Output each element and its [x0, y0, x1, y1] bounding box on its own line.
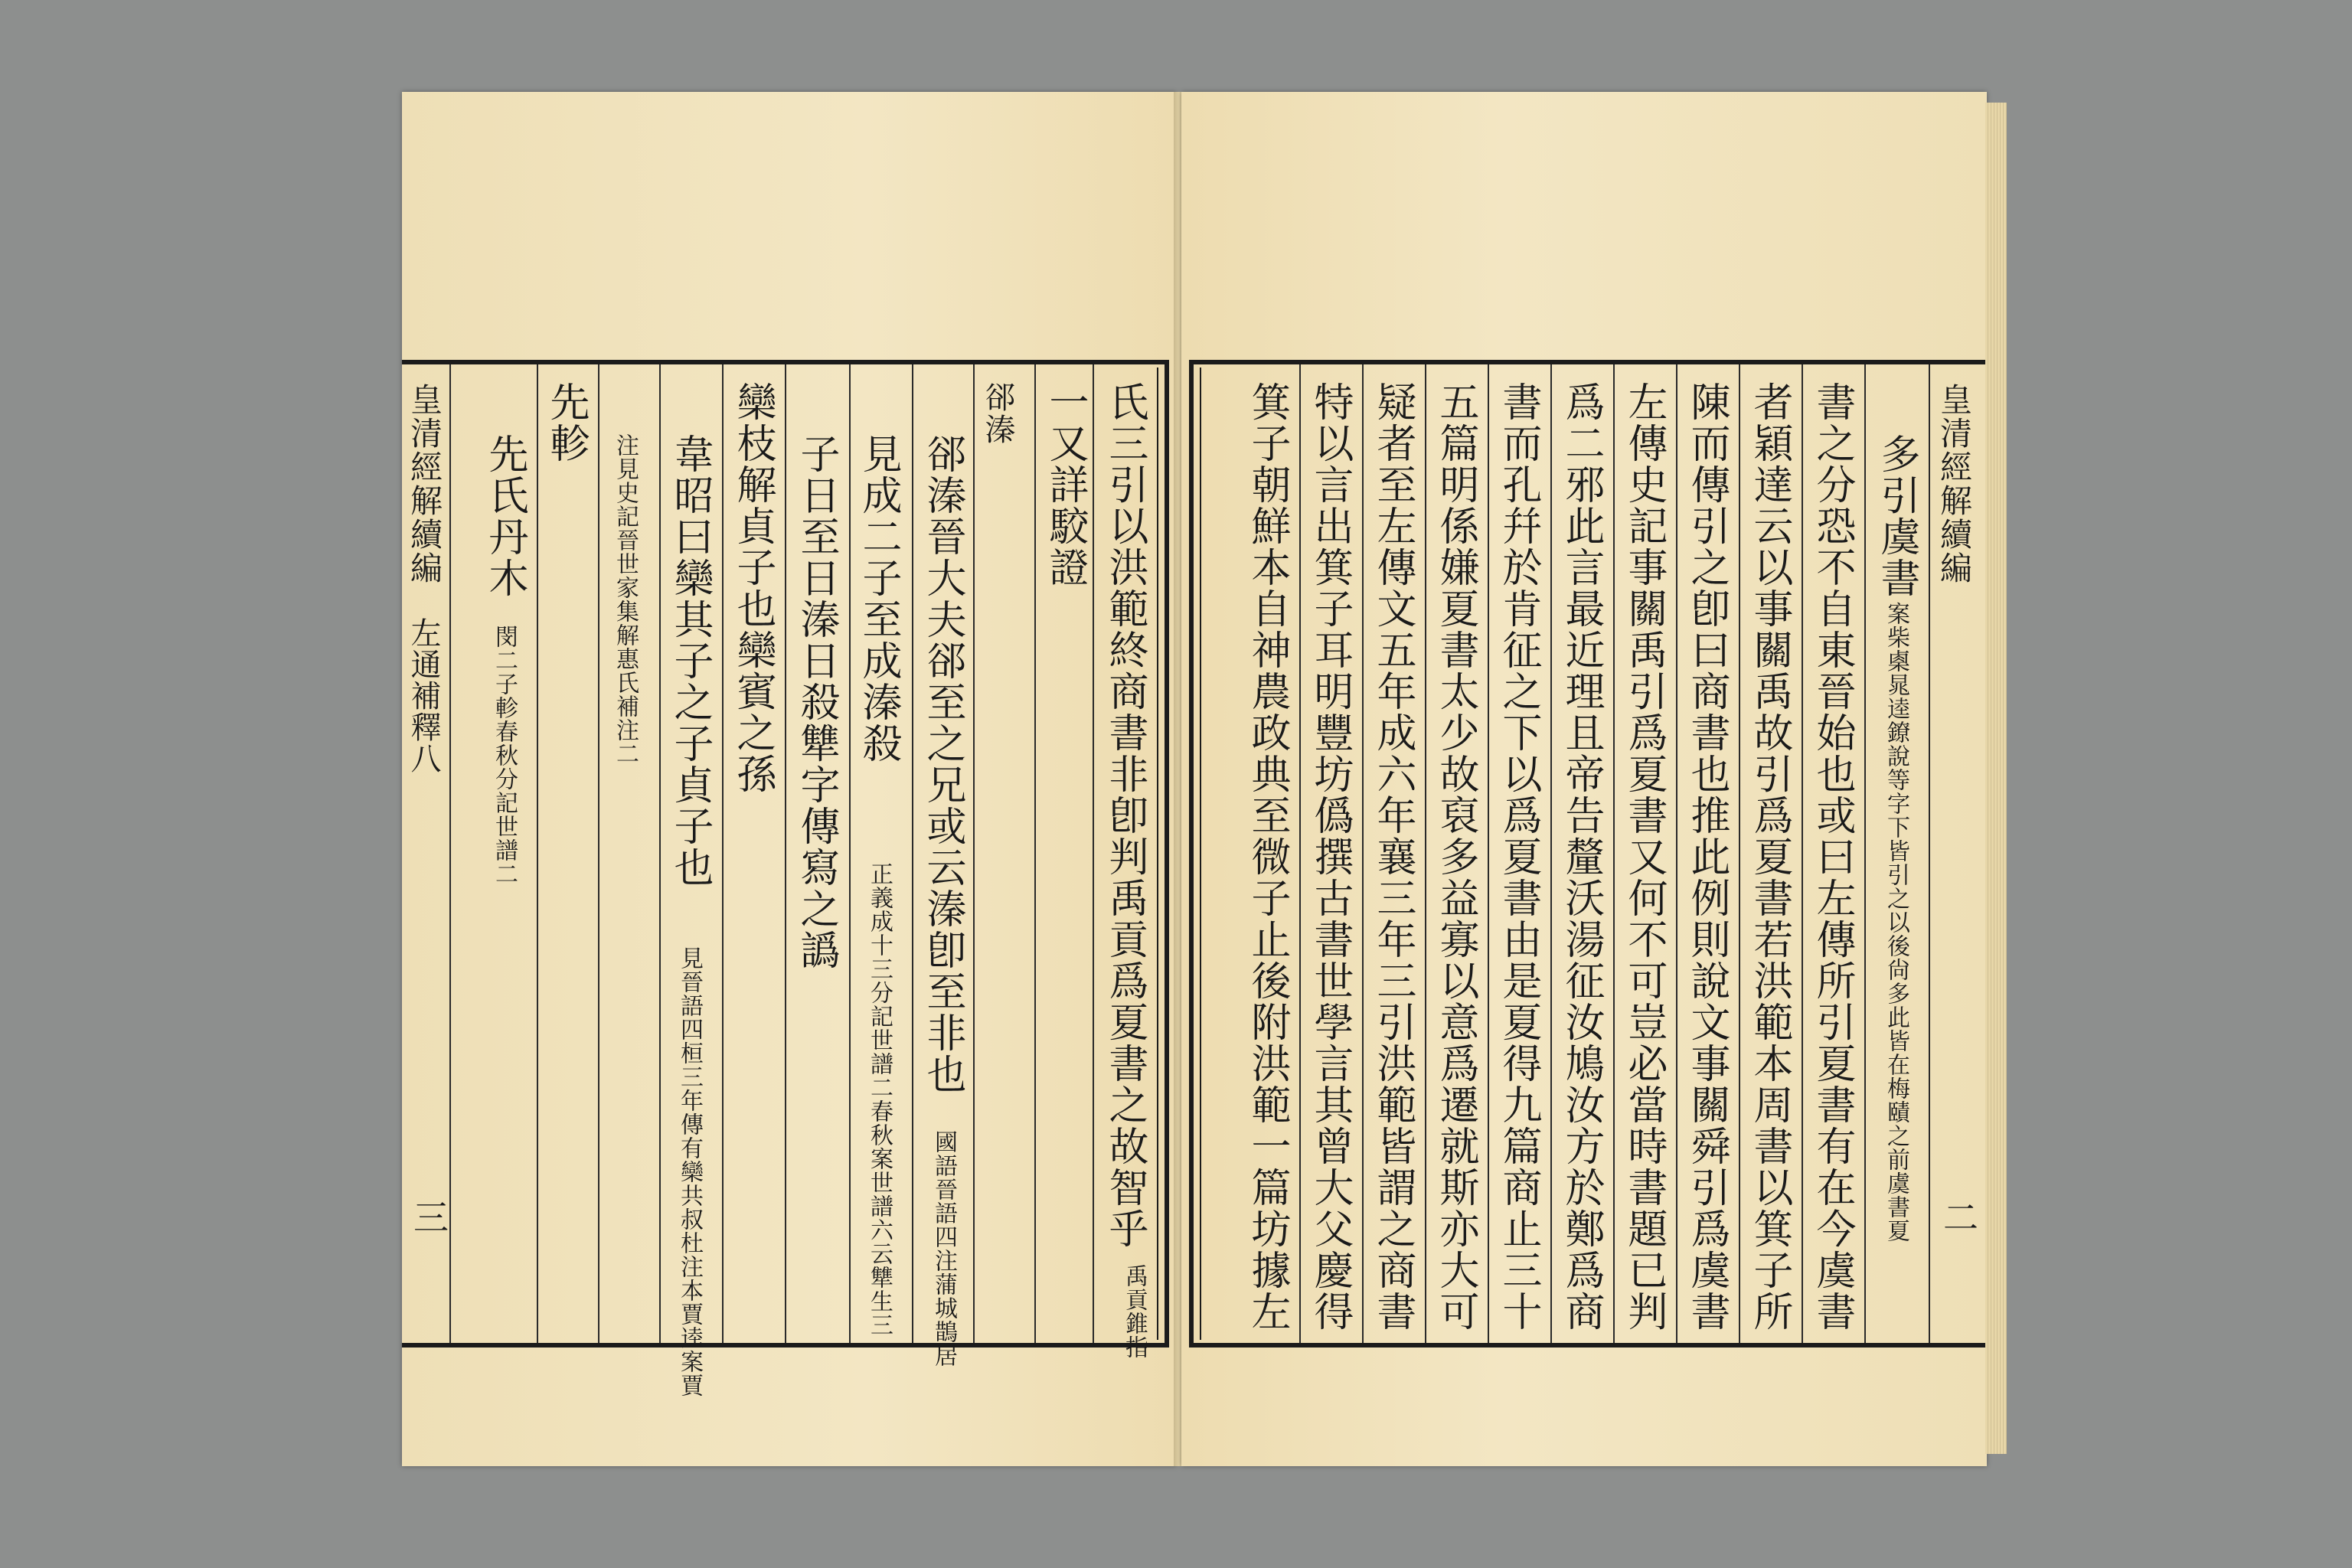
column-rule — [1093, 364, 1094, 1343]
text-column: 箕子朝鮮本自神農政典至微子止後附洪範一篇坊據左 — [1244, 381, 1290, 1332]
text-note: 國語晉語四注蒲城鵲居 — [930, 1130, 957, 1367]
text-column: 韋昭曰欒其子之子貞子也 — [667, 433, 713, 888]
text-column: 氏三引以洪範終商書非卽判禹貢爲夏書之故智乎 — [1102, 381, 1148, 1250]
page-stack-edge — [1985, 103, 2007, 1454]
text-column: 見成二子至成溱殺 — [855, 433, 901, 764]
text-column: 欒枝解貞子也欒賓之孫 — [730, 381, 776, 795]
right-margin-title: 皇清經解續編 — [1936, 383, 1973, 585]
column-rule — [1864, 364, 1866, 1343]
text-note: 見晉語四桓三年傳有欒共叔杜注本賈逵案賈 — [676, 946, 703, 1397]
right-page-number: 二 — [1938, 1199, 1979, 1236]
column-rule — [1362, 364, 1364, 1343]
column-rule — [1034, 364, 1036, 1343]
column-rule — [722, 364, 724, 1343]
column-rule — [1613, 364, 1615, 1343]
text-column: 者穎達云以事關禹故引爲夏書若洪範本周書以箕子所 — [1746, 381, 1792, 1332]
text-column: 書之分恐不自東晉始也或曰左傳所引夏書有在今虞書 — [1809, 381, 1855, 1332]
open-book — [402, 92, 2002, 1466]
column-rule — [1676, 364, 1677, 1343]
text-column: 陳而傳引之卽曰商書也推此例則說文事關舜引爲虞書 — [1684, 381, 1730, 1332]
column-rule — [1929, 364, 1930, 1343]
text-column: 郤溱晉大夫郤至之兄或云溱卽至非也 — [920, 433, 965, 1095]
text-column: 多引虞書 — [1873, 433, 1919, 599]
text-column: 先氏丹木 — [482, 433, 528, 599]
column-rule — [1802, 364, 1803, 1343]
column-rule — [1550, 364, 1552, 1343]
text-note: 案柴㮚晁逵鐐說等字下皆引之以後尙多此皆在梅賾之前虞書夏 — [1883, 602, 1909, 1243]
left-margin-subtitle: 左通補釋八 — [406, 617, 441, 774]
right-page — [1181, 92, 1987, 1466]
column-rule — [449, 364, 451, 1343]
column-rule — [973, 364, 975, 1343]
text-note: 正義成十三分記世譜二春秋案世譜六云犨生三 — [866, 862, 893, 1337]
column-rule — [537, 364, 538, 1343]
text-column: 子日至日溱日殺犨字傳寫之譌 — [793, 433, 839, 971]
column-rule — [659, 364, 661, 1343]
text-column: 疑者至左傳文五年成六年襄三年三引洪範皆謂之商書 — [1370, 381, 1416, 1332]
text-note: 禹貢錐指 — [1121, 1264, 1148, 1359]
text-column: 爲二邪此言最近理且帝告釐沃湯征汝鳩汝方於鄭爲商 — [1558, 381, 1604, 1332]
text-column: 書而孔幷於肯征之下以爲夏書由是夏得九篇商止三十 — [1495, 381, 1541, 1332]
column-rule — [1739, 364, 1740, 1343]
text-note: 注見史記晉世家集解惠氏補注二 — [612, 433, 639, 766]
text-column: 一又詳駮證 — [1042, 381, 1088, 588]
left-page — [402, 92, 1177, 1466]
left-page-number: 三 — [408, 1199, 449, 1236]
text-column: 五篇明係嫌夏書太少故裒多益寡以意爲遷就斯亦大可 — [1432, 381, 1478, 1332]
column-rule — [598, 364, 599, 1343]
left-margin-title: 皇清經解續編 — [406, 383, 443, 585]
column-rule — [849, 364, 851, 1343]
text-column: 先軫 — [543, 381, 589, 464]
text-column: 特以言出箕子耳明豐坊僞撰古書世學言其曾大父慶得 — [1307, 381, 1353, 1332]
right-text-frame — [1189, 360, 1985, 1348]
text-note: 閔二子軫春秋分記世譜二 — [491, 625, 518, 886]
column-rule — [1299, 364, 1301, 1343]
column-rule — [1425, 364, 1426, 1343]
column-rule — [785, 364, 786, 1343]
left-text-frame — [402, 360, 1169, 1397]
column-rule — [912, 364, 913, 1343]
text-column: 左傳史記事關禹引爲夏書又何不可豈必當時書題已判 — [1621, 381, 1667, 1332]
text-column: 郤溱 — [980, 381, 1015, 446]
column-rule — [1488, 364, 1489, 1343]
